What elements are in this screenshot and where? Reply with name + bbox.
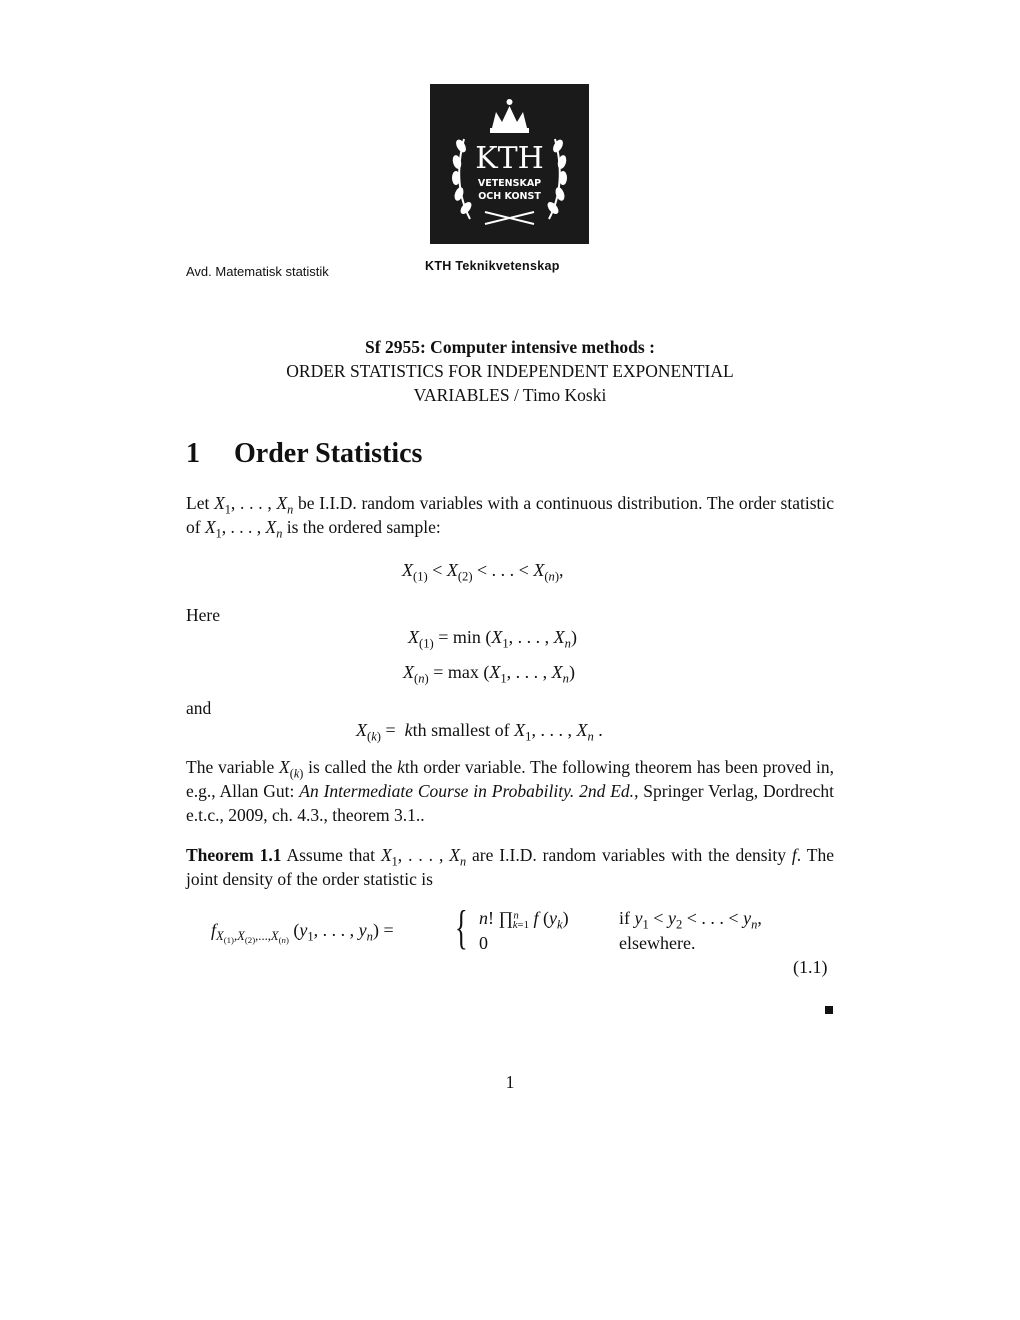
section-title: Order Statistics (234, 438, 423, 469)
qed-square-icon (825, 1006, 833, 1014)
logo-wordmark: KTH (475, 141, 544, 176)
equation-number: (1.1) (793, 957, 828, 977)
reference-prefix: has been proved in, e.g., Allan Gut: (186, 757, 835, 801)
course-title: Sf 2955: Computer intensive methods : (365, 337, 655, 357)
section-heading (186, 438, 422, 470)
case-1-if: if (619, 908, 630, 928)
topic-line-1: ORDER STATISTICS FOR INDEPENDENT EXPONENTIAL (286, 361, 734, 381)
case-2-value: 0 (479, 933, 488, 953)
theorem-label: Theorem 1.1 (186, 845, 282, 865)
section-number: 1 (186, 438, 200, 469)
intro-paragraph: Let $X_1$, . . . , $X_n$ be I.I.D. random variables with a continuous distribution. The order statistic of $X_1$, . . . , $X_n$ is the ordered sample: (186, 493, 835, 541)
joint-density-lhs: $f_{X_{(1)},X_{(2)},...,X_{(n)}}$ ($y_1$, . . . , $y_n$) = (211, 920, 394, 946)
case-2-condition: elsewhere. (619, 933, 696, 953)
case-brace: { (455, 901, 468, 954)
reference-paragraph: The variable $X_{(k)}$ is called the kth order variable. The following theorem has been proved in, e.g., Allan Gut: An Intermediate Course in Probability. 2nd Ed., Springer Verlag, Dordrecht e.t.c., 2009, ch. 4.3., theorem 3.1.. (186, 757, 835, 825)
reference-book-title: An Intermediate Course in Probability. 2nd Ed. (299, 781, 635, 801)
theorem-paragraph: Theorem 1.1 Assume that $X_1$, . . . , $X_n$ are I.I.D. random variables with the density f. The joint density of the order statistic is (186, 845, 834, 889)
and-label: and (186, 698, 212, 718)
max-equation: $X_{(n)} = \max (X_1$, . . . , $X_n$) (403, 662, 575, 686)
case-1-value: n! ∏$^n_{k=1}$ f $(y_k)$ (479, 908, 569, 932)
logo-line-2: OCH KONST (478, 191, 541, 202)
kth-smallest-text: th smallest of (412, 720, 510, 740)
min-equation: $X_{(1)} = \min (X_1$, . . . , $X_n$) (408, 627, 577, 651)
kth-crest-icon (430, 84, 589, 244)
case-1-condition: if $y_1 < y_2$ < . . . < $y_n$, (619, 908, 762, 932)
logo-line-1: VETENSKAP (477, 178, 542, 189)
kth-equation: $X_{(k)}$ = kth smallest of $X_1$, . . . , $X_n$ . (356, 720, 603, 744)
here-label: Here (186, 605, 221, 625)
department-label: Avd. Matematisk statistik (186, 264, 329, 279)
school-label: KTH Teknikvetenskap (425, 259, 560, 273)
reference-suffix: , Springer Verlag, Dordrecht e.t.c., 2009, ch. 4.3., theorem 3.1.. (186, 781, 834, 825)
topic-line-2: VARIABLES / Timo Koski (413, 385, 607, 405)
ordered-sample-equation: $X_{(1)} < X_{(2)}$ < . . . < $X_{(n)}$, (402, 560, 564, 584)
kth-logo (430, 84, 589, 244)
page-number: 1 (505, 1072, 515, 1092)
document-title (186, 335, 834, 407)
